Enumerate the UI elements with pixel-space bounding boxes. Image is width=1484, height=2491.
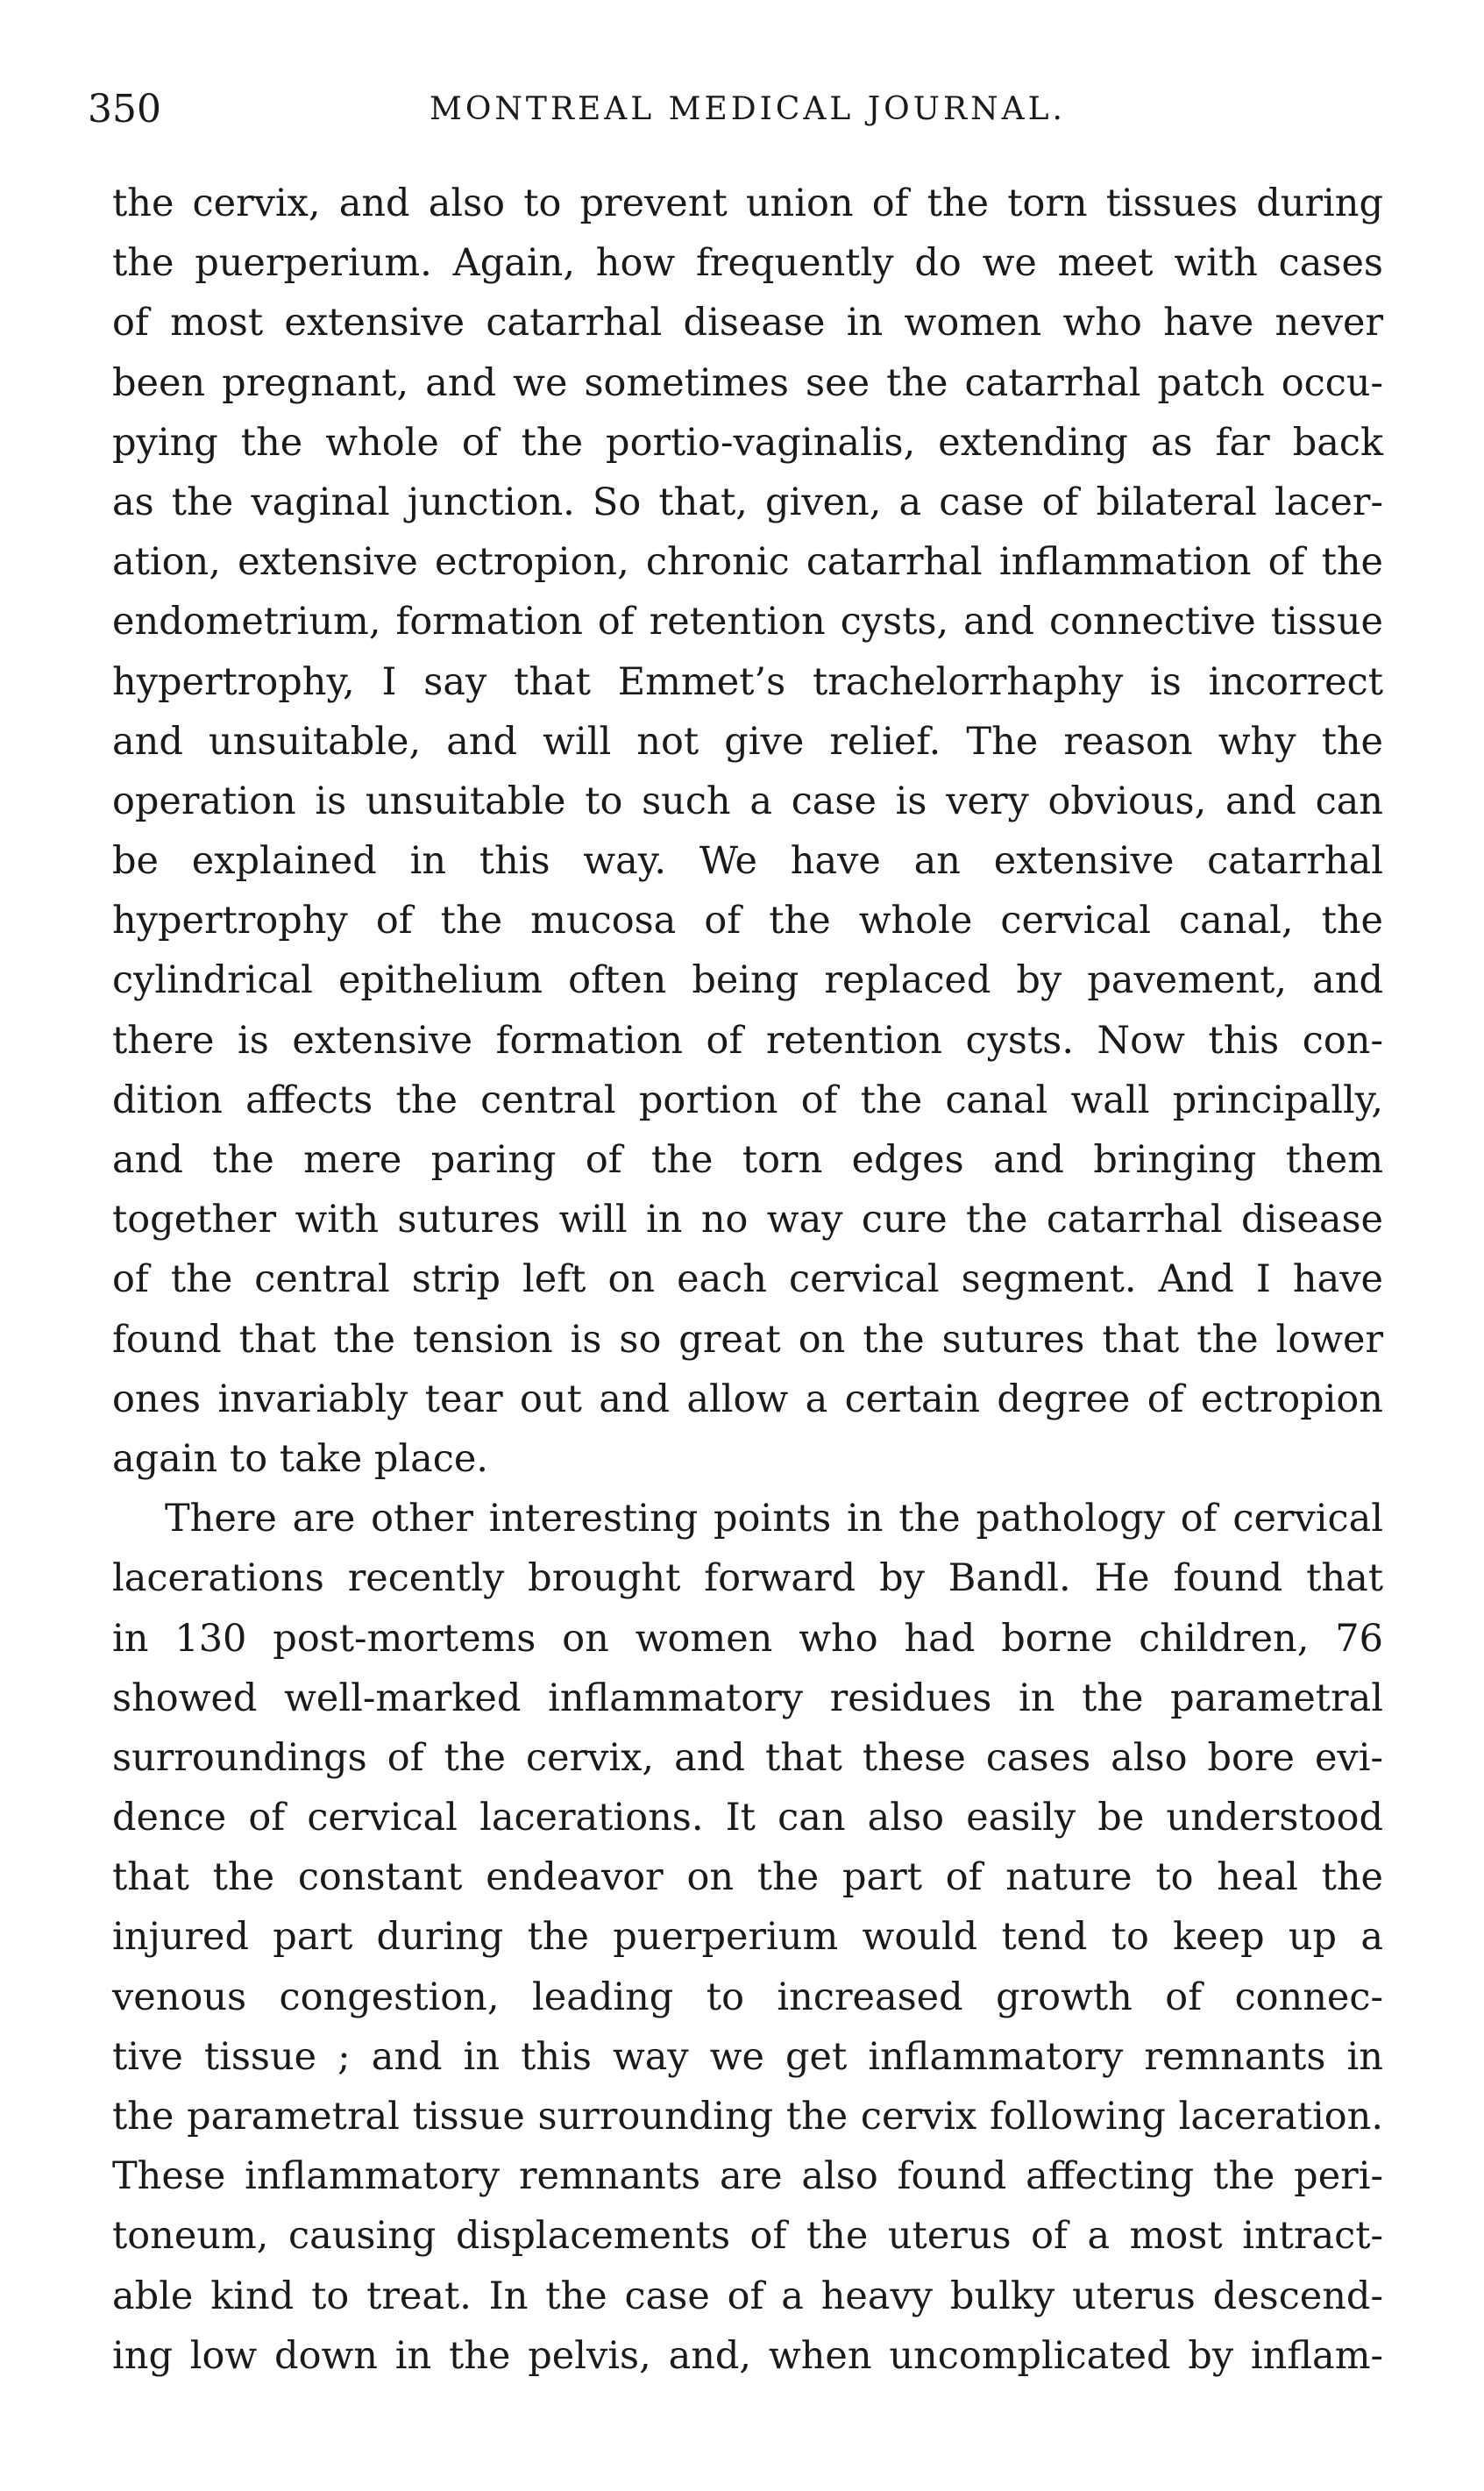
text-line: found that the tension is so great on the sutures that the lower — [112, 1317, 1383, 1362]
text-line: and the mere paring of the torn edges and bringing them — [112, 1138, 1383, 1182]
running-head — [88, 79, 1376, 140]
text-line: again to take place. — [112, 1436, 488, 1481]
text-line: dition affects the central portion of the canal wall principally, — [112, 1078, 1383, 1122]
text-line: injured part during the puerperium would tend to keep up a — [112, 1915, 1383, 1960]
text-line: together with sutures will in no way cure the catarrhal disease — [112, 1198, 1383, 1242]
text-line: ation, extensive ectropion, chronic catarrhal inflammation of the — [112, 540, 1383, 585]
text-line: hypertrophy of the mucosa of the whole cervical canal, the — [112, 899, 1383, 943]
text-line: operation is unsuitable to such a case is very obvious, and can — [112, 779, 1383, 823]
text-line: tive tissue ; and in this way we get inflammatory remnants in — [112, 2034, 1383, 2079]
journal-title: MONTREAL MEDICAL JOURNAL. — [430, 91, 1066, 127]
paragraph-1 — [112, 174, 1383, 1489]
text-line: the parametral tissue surrounding the cervix following laceration. — [112, 2095, 1383, 2139]
text-line: pying the whole of the portio-vaginalis, extending as far back — [112, 420, 1383, 465]
text-line: showed well-marked inflammatory residues in the parametral — [112, 1676, 1383, 1720]
text-line: be explained in this way. We have an extensive catarrhal — [112, 839, 1383, 884]
text-line: These inflammatory remnants are also found affecting the peri- — [112, 2154, 1383, 2199]
text-line: of most extensive catarrhal disease in women who have never — [112, 301, 1383, 345]
text-line: able kind to treat. In the case of a heavy bulky uterus descend- — [112, 2274, 1383, 2318]
text-line: been pregnant, and we sometimes see the catarrhal patch occu- — [112, 360, 1383, 405]
text-line: the puerperium. Again, how frequently do we meet with cases — [112, 241, 1383, 286]
text-line: hypertrophy, I say that Emmet’s trachelorrhaphy is incorrect — [112, 659, 1383, 704]
text-line: ones invariably tear out and allow a certain degree of ectropion — [112, 1377, 1383, 1421]
text-line: of the central strip left on each cervical segment. And I have — [112, 1257, 1383, 1302]
text-line: as the vaginal junction. So that, given, a case of bilateral lacer- — [112, 480, 1383, 524]
text-line: that the constant endeavor on the part of nature to heal the — [112, 1855, 1383, 1900]
text-line: There are other interesting points in the pathology of cervical — [165, 1497, 1383, 1541]
text-line: and unsuitable, and will not give relief. The reason why the — [112, 719, 1383, 764]
text-line: ing low down in the pelvis, and, when uncomplicated by inflam- — [112, 2333, 1383, 2378]
text-line: there is extensive formation of retention cysts. Now this con- — [112, 1018, 1383, 1063]
paragraph-2 — [112, 1489, 1383, 2386]
text-line: dence of cervical lacerations. It can also easily be understood — [112, 1796, 1383, 1840]
text-line: venous congestion, leading to increased growth of connec- — [112, 1975, 1383, 2019]
page-number: 350 — [88, 87, 161, 132]
text-line: lacerations recently brought forward by Bandl. He found that — [112, 1556, 1383, 1601]
text-line: cylindrical epithelium often being replaced by pavement, and — [112, 958, 1383, 1003]
text-line: the cervix, and also to prevent union of the torn tissues during — [112, 181, 1383, 225]
body-text — [112, 174, 1383, 2386]
text-line: endometrium, formation of retention cysts, and connective tissue — [112, 600, 1383, 644]
text-line: toneum, causing displacements of the uterus of a most intract- — [112, 2214, 1383, 2259]
text-line: in 130 post-mortems on women who had borne children, 76 — [112, 1616, 1383, 1661]
text-line: surroundings of the cervix, and that these cases also bore evi- — [112, 1735, 1383, 1780]
